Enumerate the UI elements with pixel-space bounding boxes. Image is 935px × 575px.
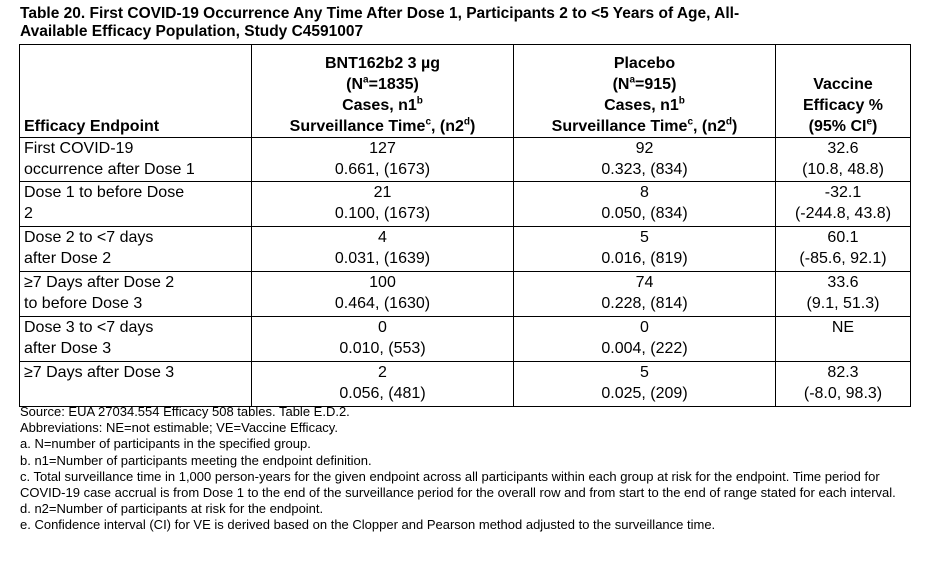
header-ve: Vaccine Efficacy % (95% CIe) [776, 45, 911, 138]
header-placebo [514, 45, 776, 138]
endpoint-cell: ≥7 Days after Dose 3 [20, 362, 252, 407]
vaccine-cell: 127 0.661, (1673) [252, 138, 514, 182]
ve-cell: 32.6 (10.8, 48.8) [776, 138, 911, 182]
placebo-cell: 8 0.050, (834) [514, 182, 776, 227]
ve-cell: NE [776, 317, 911, 362]
table-title-line-1: Table 20. First COVID-19 Occurrence Any Time After Dose 1, Participants 2 to <5 Years of Age, All- [20, 5, 740, 22]
header-placebo-cases: Cases, n1$^b$ [604, 95, 685, 114]
footnote-b: b. n1=Number of participants meeting the endpoint definition. [20, 452, 372, 468]
placebo-cell: 5 0.025, (209) [514, 362, 776, 407]
endpoint-cell: Dose 3 to <7 days after Dose 3 [20, 317, 252, 362]
header-placebo-name: Placebo [613, 55, 676, 72]
footnote-e: e. Confidence interval (CI) for VE is derived based on the Clopper and Pearson method adjusted to the surveillance time. [20, 517, 716, 533]
vaccine-cell: 100 0.464, (1630) [252, 272, 514, 317]
header-placebo-n: $(N^a=915)$ [612, 74, 677, 93]
header-vaccine-cases: Cases, n1$^b$ [342, 95, 423, 114]
table-row [20, 182, 911, 227]
header-vaccine-name: BNT162b2 3 µg [324, 55, 441, 72]
table-row [20, 272, 911, 317]
endpoint-cell: Dose 2 to <7 days after Dose 2 [20, 227, 252, 272]
table-row [20, 138, 911, 182]
ve-cell: -32.1 (-244.8, 43.8) [776, 182, 911, 227]
header-vaccine [252, 45, 514, 138]
footnote-c: c. Total surveillance time in 1,000 person-years for the given endpoint across all participants within each group at risk for the endpoint. Time period for COVID-19 case accrual is from Dose 1 to the end of the surveillance period for the overall row and from start to the end of range stated for each interval. [20, 468, 896, 501]
table-row [20, 362, 911, 407]
table-title [20, 5, 920, 41]
header-placebo-surv: Surveillance Time$^c$, (n2$^d$) [551, 116, 738, 135]
placebo-cell: 92 0.323, (834) [514, 138, 776, 182]
table-row [20, 227, 911, 272]
header-row [20, 45, 911, 138]
header-vaccine-n: $(N^a=1835)$ [346, 74, 419, 93]
ve-cell: 60.1 (-85.6, 92.1) [776, 227, 911, 272]
endpoint-cell: ≥7 Days after Dose 2 to before Dose 3 [20, 272, 252, 317]
header-endpoint: Efficacy Endpoint [20, 45, 252, 138]
header-vaccine-surv: Surveillance Time$^c$, (n2$^d$) [289, 116, 476, 135]
table-title-line-2: Available Efficacy Population, Study C4591007 [20, 23, 364, 40]
vaccine-cell: 2 0.056, (481) [252, 362, 514, 407]
endpoint-cell: Dose 1 to before Dose 2 [20, 182, 252, 227]
vaccine-cell: 21 0.100, (1673) [252, 182, 514, 227]
footnote-a: a. N=number of participants in the specified group. [20, 436, 311, 452]
vaccine-cell: 0 0.010, (553) [252, 317, 514, 362]
placebo-cell: 74 0.228, (814) [514, 272, 776, 317]
vaccine-cell: 4 0.031, (1639) [252, 227, 514, 272]
ve-cell: 82.3 (-8.0, 98.3) [776, 362, 911, 407]
source-note: Source: EUA 27034.554 Efficacy 508 tables. Table E.D.2. [20, 404, 350, 419]
efficacy-table [19, 44, 911, 407]
endpoint-cell: First COVID-19 occurrence after Dose 1 [20, 138, 252, 182]
table-row [20, 317, 911, 362]
table-footnotes [20, 404, 925, 534]
abbreviations-note: Abbreviations: NE=not estimable; VE=Vaccine Efficacy. [20, 420, 338, 436]
placebo-cell: 0 0.004, (222) [514, 317, 776, 362]
footnote-d: d. n2=Number of participants at risk for the endpoint. [20, 501, 324, 517]
ve-cell: 33.6 (9.1, 51.3) [776, 272, 911, 317]
placebo-cell: 5 0.016, (819) [514, 227, 776, 272]
